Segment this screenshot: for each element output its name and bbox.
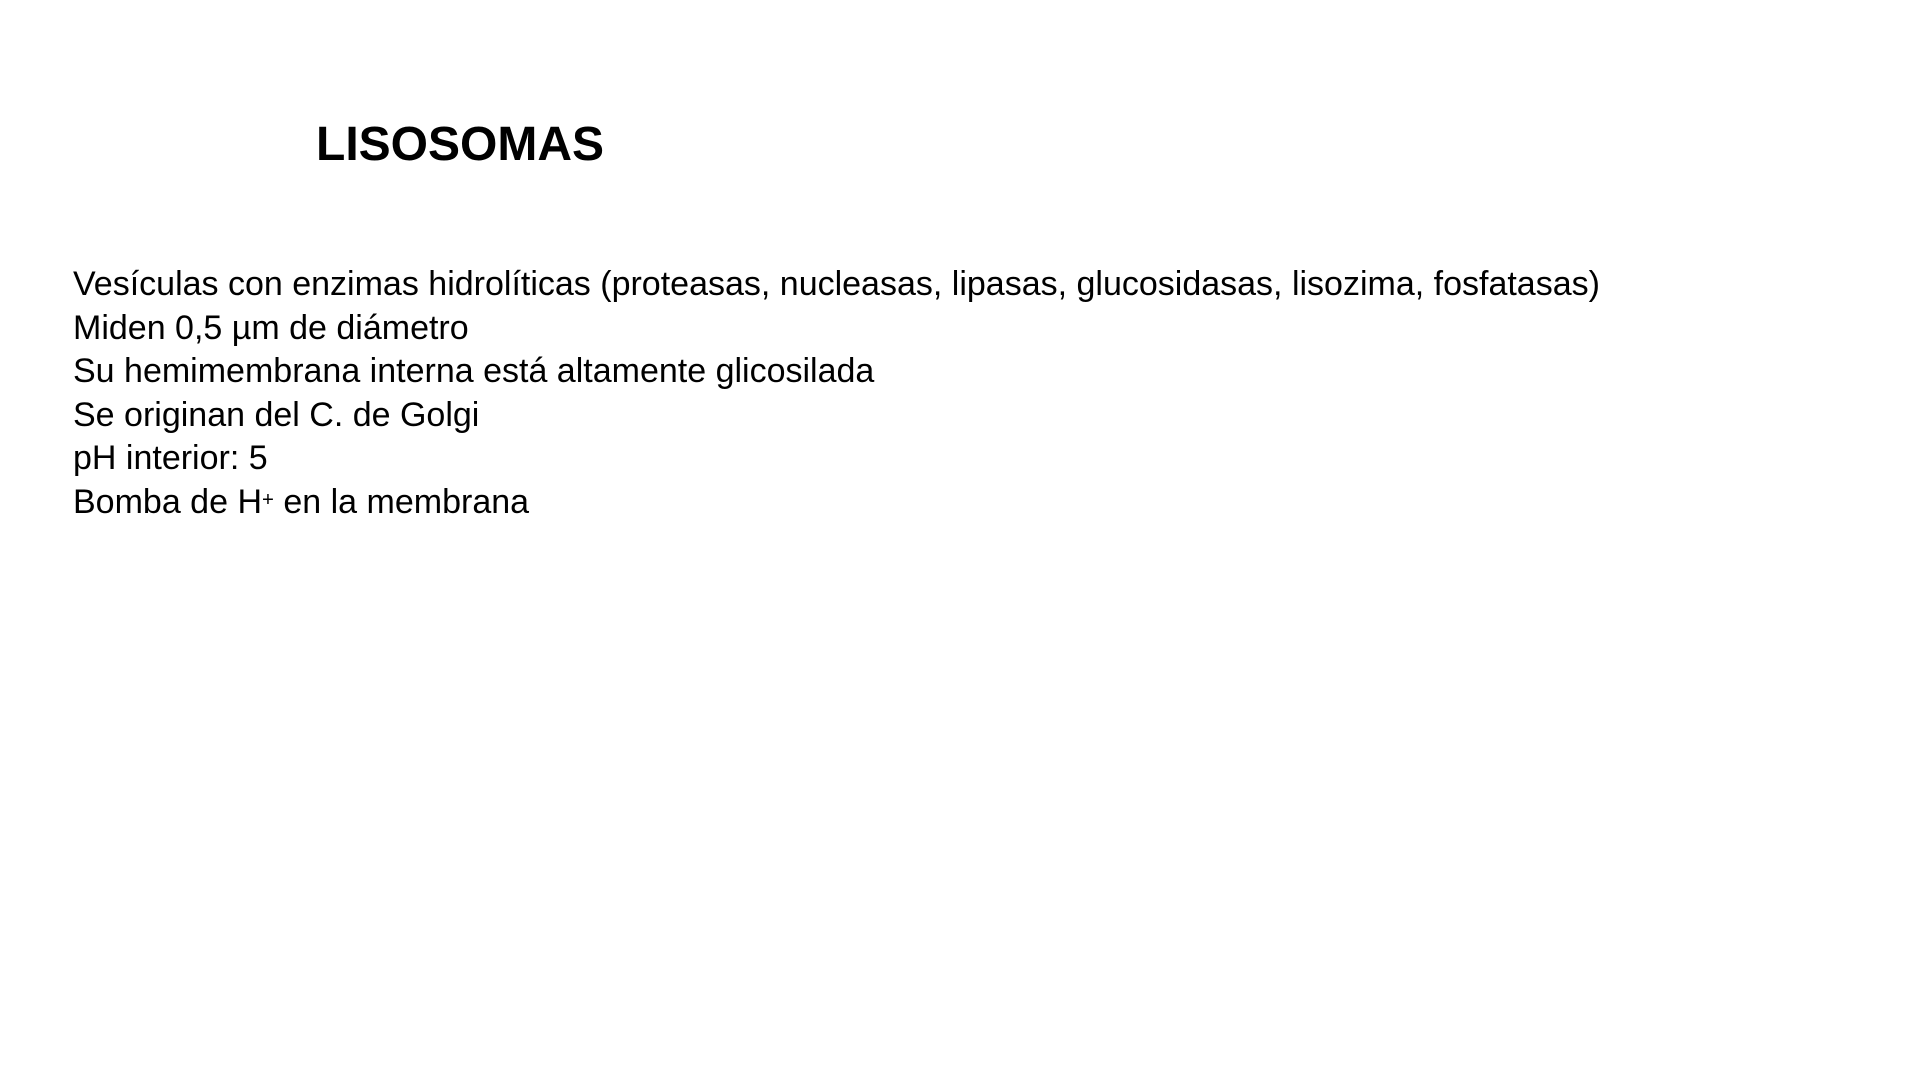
bullet-hemimembrana: Su hemimembrana interna está altamente glicosilada [73,352,875,391]
bullet-bomba [73,481,1633,525]
bullet-ph: pH interior: 5 [73,439,268,478]
slide-body [73,263,1633,525]
bullet-golgi: Se originan del C. de Golgi [73,395,480,434]
bullet-diametro: Miden 0,5 µm de diámetro [73,308,469,347]
proton-charge-superscript: + [262,488,274,511]
bullet-bomba-text-start: Bomba de H [73,482,262,521]
bullet-bomba-text-end: en la membrana [273,482,530,521]
bullet-enzimas: Vesículas con enzimas hidrolíticas (proteasas, nucleasas, lipasas, glucosidasas, lisozima, fosfatasas) [73,265,1600,303]
slide-title: LISOSOMAS [316,118,605,171]
